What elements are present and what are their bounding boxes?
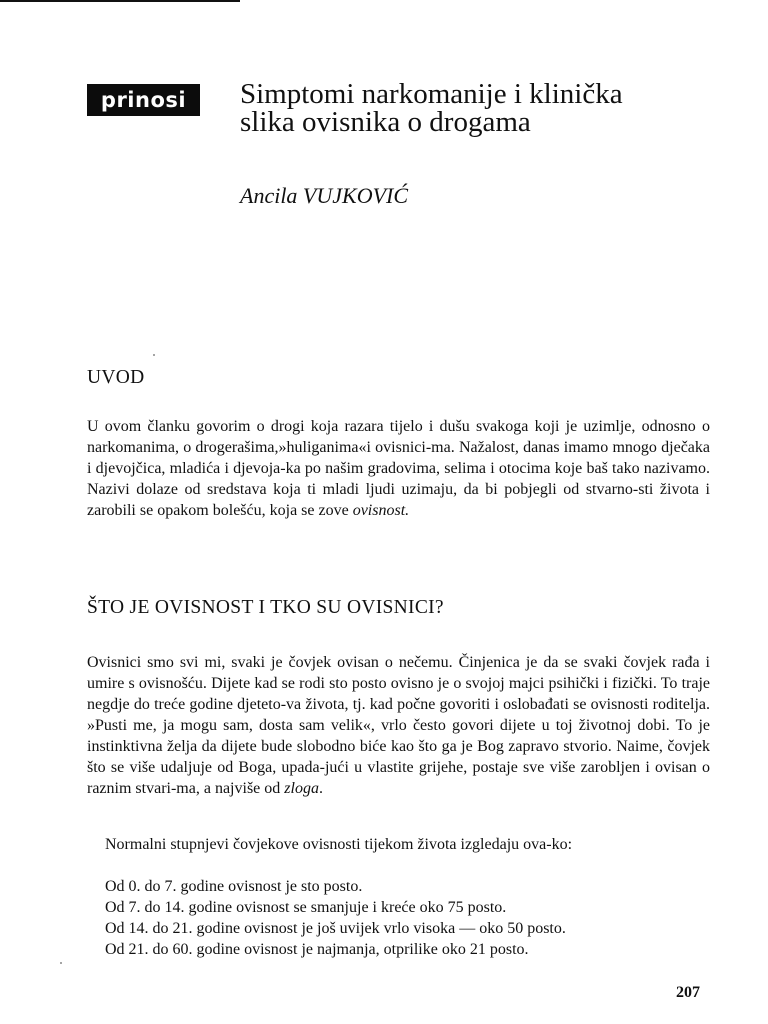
stage-item: Od 7. do 14. godine ovisnost se smanjuje i kreće oko 75 posto. bbox=[105, 899, 507, 916]
addiction-text-1: Ovisnici smo svi mi, svaki je čovjek ovisan o nečemu. Činjenica je da se svaki čovjek rađa i umire s ovisnošću. Dijete kad se rodi sto posto ovisno je o svojoj majci psihički i fizički. To traje negdje do treće godine djeteto-va života, tj. kad počne govoriti i oslobađati se ovisnosti roditelja. »Pusti me, ja mogu sam, dosta sam velik«, vrlo često govori dijete u toj životnoj dobi. To je instinktivna želja da dijete bude slobodno biće kao što ga je Bog zapravo stvorio. Naime, čovjek što se više udaljuje od Boga, upada-jući u vlastite grijehe, postaje sve više zarobljen i ovisan o raznim stvari-ma, a najviše od bbox=[87, 654, 710, 797]
stage-item: Od 21. do 60. godine ovisnost je najmanja, otprilike oko 21 posto. bbox=[105, 941, 529, 958]
stage-item: Od 14. do 21. godine ovisnost je još uvijek vrlo visoka — oko 50 posto. bbox=[105, 920, 566, 937]
stage-item: Od 0. do 7. godine ovisnost je sto posto. bbox=[105, 878, 363, 895]
addiction-paragraph-1 bbox=[87, 652, 710, 799]
addiction-text-1-end: . bbox=[318, 780, 323, 797]
addiction-emphasis: zloga bbox=[284, 780, 319, 797]
addiction-paragraph-2: Normalni stupnjevi čovjekove ovisnosti tijekom života izgledaju ova-ko: bbox=[105, 836, 573, 853]
section-heading-addiction: ŠTO JE OVISNOST I TKO SU OVISNICI? bbox=[87, 597, 444, 618]
intro-text: U ovom članku govorim o drogi koja razara tijelo i dušu svakoga koji je uzimlje, odnosno o narkomanima, o drogerašima,»huliganima«i ovisnici-ma. Nažalost, danas imamo mnogo dječaka i djevojčica, mladića i djevoja-ka po našim gradovima, selima i otocima koje baš tako nazivamo. Nazivi dolaze od sredstava koja ti mladi ljudi uzimaju, da bi pobjegli od stvarno-sti života i zarobili se opakom bolešću, koja se zove bbox=[87, 418, 710, 519]
section-heading-intro: UVOD bbox=[87, 367, 145, 388]
stages-list bbox=[105, 876, 566, 960]
intro-paragraph bbox=[87, 416, 710, 521]
article-author: Ancila VUJKOVIĆ bbox=[240, 183, 409, 208]
article-title: Simptomi narkomanije i klinička slika ovisnika o drogama bbox=[240, 78, 623, 138]
section-badge: prinosi bbox=[87, 84, 200, 116]
scan-speck bbox=[153, 354, 155, 356]
intro-emphasis: ovisnost. bbox=[352, 502, 410, 519]
top-rule bbox=[0, 0, 240, 2]
scan-speck bbox=[60, 962, 62, 964]
page-number: 207 bbox=[676, 984, 700, 1001]
